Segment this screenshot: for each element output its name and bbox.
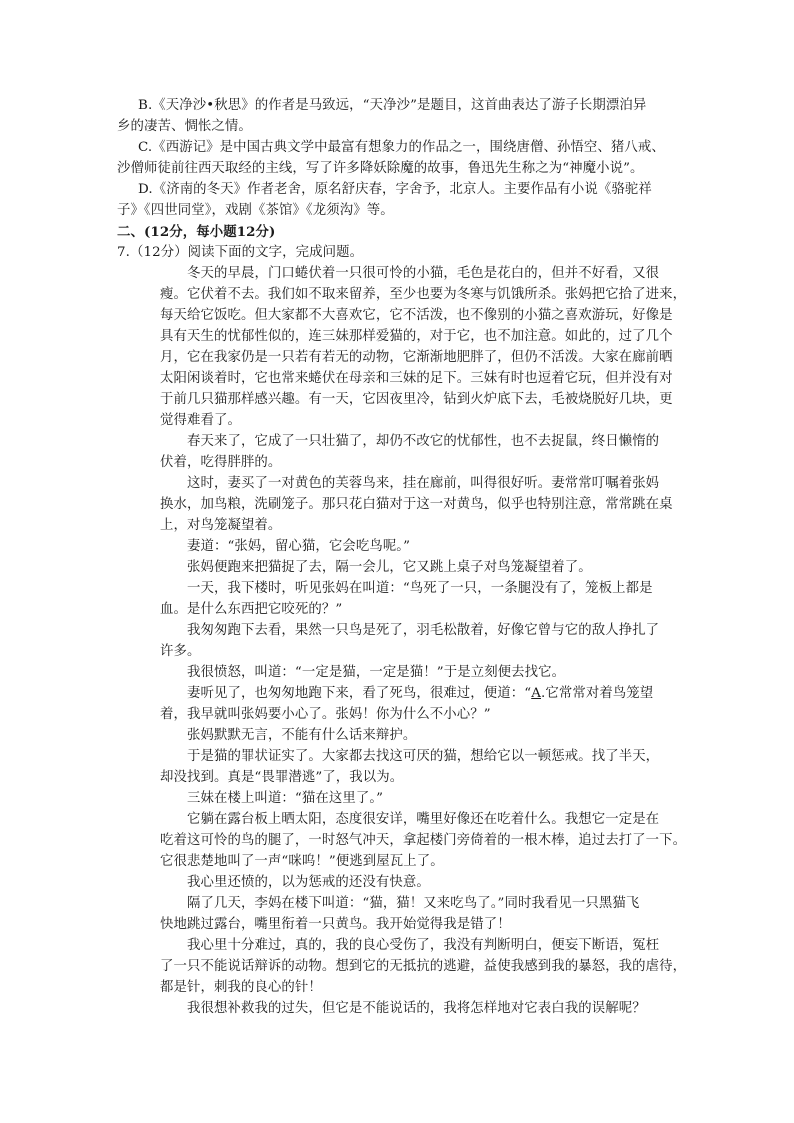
passage-line: 了一只不能说话辩诉的动物。想到它的无抵抗的逃避，益使我感到我的暴怒，我的虐待， (160, 959, 687, 974)
passage-line: 上，对鸟笼凝望着。 (160, 518, 282, 533)
passage-line: 着，我早就叫张妈要小心了。张妈！你为什么不小心？” (160, 707, 491, 722)
passage-line: 都是针，刺我的良心的针！ (160, 980, 322, 995)
blank-a-label: A (531, 686, 541, 701)
passage-line: 三妹在楼上叫道：“猫在这里了。” (187, 791, 384, 806)
passage-line: 一天，我下楼时，听见张妈在叫道：“鸟死了一只，一条腿没有了，笼板上都是 (187, 581, 653, 596)
passage-line: 这时，妻买了一对黄色的芙蓉鸟来，挂在廊前，叫得很好听。妻常常叮嘱着张妈 (187, 476, 660, 491)
section-heading: 二、(12分，每小题12分) (117, 224, 276, 240)
option-b-line-2: 乡的凄苦、惆怅之情。 (117, 119, 252, 134)
passage-line: 血。是什么东西把它咬死的？” (160, 602, 343, 617)
passage-line: 伏着，吃得胖胖的。 (160, 455, 282, 470)
passage-line: 瘦。它伏着不去。我们如不取来留养，至少也要为冬寒与饥饿所杀。张妈把它拾了进来， (160, 287, 687, 302)
question-heading: 7.（12分）阅读下面的文字，完成问题。 (117, 245, 364, 260)
passage-line: 隔了几天，李妈在楼下叫道：“猫，猫！又来吃鸟了。”同时我看见一只黑猫飞 (187, 896, 640, 911)
option-d-line-2: 子》《四世同堂》，戏剧《茶馆》《龙须沟》等。 (117, 203, 394, 218)
passage-line: 冬天的早晨，门口蜷伏着一只很可怜的小猫，毛色是花白的，但并不好看，又很 (187, 266, 660, 281)
passage-line: 每天给它饭吃。但大家都不大喜欢它，它不活泼，也不像别的小猫之喜欢游玩，好像是 (160, 308, 673, 323)
passage-line: 于前几只猫那样感兴趣。有一天，它因夜里冷，钻到火炉底下去，毛被烧脱好几块，更 (160, 392, 673, 407)
option-c-line-2: 沙僧师徒前往西天取经的主线，写了许多降妖除魔的故事，鲁迅先生称之为“神魔小说”。 (117, 161, 644, 176)
option-c-line-1: C.《西游记》是中国古典文学中最富有想象力的作品之一，围绕唐僧、孙悟空、猪八戒、 (138, 140, 665, 155)
passage-line: 张妈便跑来把猫捉了去，隔一会儿，它又跳上桌子对鸟笼凝望着了。 (187, 560, 592, 575)
passage-line: 妻道：“张妈，留心猫，它会吃鸟呢。” (187, 539, 411, 554)
passage-line: 却没找到。真是“畏罪潜逃”了，我以为。 (160, 770, 404, 785)
passage-line: 月，它在我家仍是一只若有若无的动物，它渐渐地肥胖了，但仍不活泼。大家在廊前晒 (160, 350, 673, 365)
passage-line: 换水，加鸟粮，洗刷笼子。那只花白猫对于这一对黄鸟，似乎也特别注意，常常跳在桌 (160, 497, 673, 512)
option-b-line-1: B.《天净沙•秋思》的作者是马致远，“天净沙”是题目，这首曲表达了游子长期漂泊异 (138, 98, 647, 113)
passage-line: 于是猫的罪状证实了。大家都去找这可厌的猫，想给它以一顿惩戒。找了半天， (187, 749, 660, 764)
passage-line: 它很悲楚地叫了一声“咪呜！”便逃到屋瓦上了。 (160, 854, 444, 869)
passage-text: .它常常对着鸟笼望 (541, 686, 654, 701)
passage-line: 我心里还愤的，以为惩戒的还没有快意。 (187, 875, 430, 890)
passage-line-with-blank-a (187, 684, 653, 704)
passage-line: 觉得难看了。 (160, 413, 241, 428)
passage-line: 我心里十分难过，真的，我的良心受伤了，我没有判断明白，便妄下断语，冤枉 (187, 938, 660, 953)
passage-line: 快地跳过露台，嘴里衔着一只黄鸟。我开始觉得我是错了！ (160, 917, 511, 932)
passage-line: 许多。 (160, 644, 201, 659)
passage-line: 我很想补救我的过失，但它是不能说话的，我将怎样地对它表白我的误解呢？ (187, 1001, 646, 1016)
passage-line: 吃着这可怜的鸟的腿了，一时怒气冲天，拿起楼门旁倚着的一根木棒，追过去打了一下。 (160, 833, 687, 848)
passage-line: 它躺在露台板上晒太阳，态度很安详，嘴里好像还在吃着什么。我想它一定是在 (187, 812, 660, 827)
passage-text: 妻听见了，也匆匆地跑下来，看了死鸟，很难过，便道：“ (187, 686, 532, 701)
passage-line: 春天来了，它成了一只壮猫了，却仍不改它的忧郁性，也不去捉鼠，终日懒惰的 (187, 434, 660, 449)
passage-line: 张妈默默无言，不能有什么话来辩护。 (187, 728, 417, 743)
passage-line: 太阳闲谈着时，它也常来蜷伏在母亲和三妹的足下。三妹有时也逗着它玩，但并没有对 (160, 371, 673, 386)
passage-line: 具有天生的忧郁性似的，连三妹那样爱猫的，对于它，也不加注意。如此的，过了几个 (160, 329, 673, 344)
option-d-line-1: D.《济南的冬天》作者老舍，原名舒庆春，字舍予，北京人。主要作品有小说《骆驼祥 (138, 182, 652, 197)
passage-line: 我很愤怒，叫道：“一定是猫，一定是猫！”于是立刻便去找它。 (187, 665, 566, 680)
passage-line: 我匆匆跑下去看，果然一只鸟是死了，羽毛松散着，好像它曾与它的敌人挣扎了 (187, 623, 660, 638)
